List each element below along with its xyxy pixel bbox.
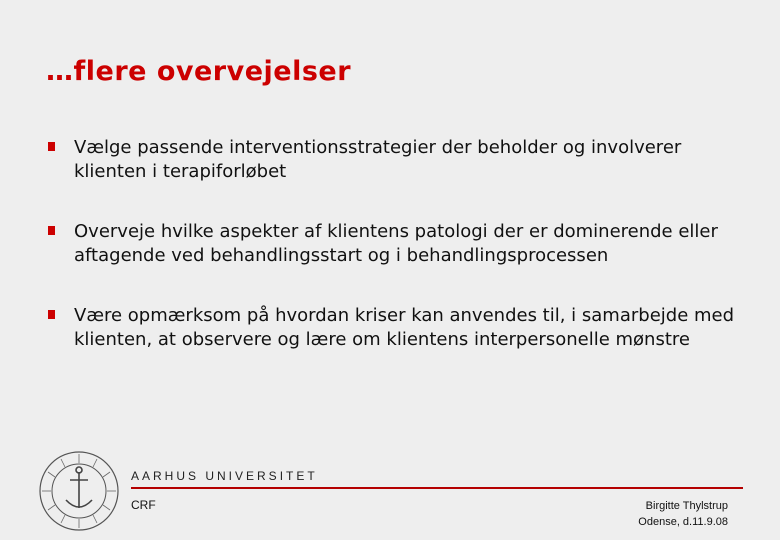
bullet-text: Overveje hvilke aspekter af klientens patologi der er dominerende eller aftagende ved behandlingsstart og i behandlingsprocessen (74, 221, 718, 266)
bullet-item (46, 220, 746, 268)
presentation-place-date: Odense, d.11.9.08 (638, 516, 728, 528)
bullet-text: Vælge passende interventionsstrategier der beholder og involverer klienten i terapiforløbet (74, 137, 682, 182)
university-seal-icon (38, 450, 120, 532)
footer-divider (131, 487, 743, 489)
bullet-square-icon (48, 310, 55, 319)
bullet-item (46, 304, 746, 352)
bullet-item (46, 136, 746, 184)
bullet-text: Være opmærksom på hvordan kriser kan anvendes til, i samarbejde med klienten, at observere og lære om klientens interpersonelle mønstre (74, 305, 735, 350)
bullet-square-icon (48, 226, 55, 235)
university-name: AARHUS UNIVERSITET (131, 469, 318, 483)
slide-footer (0, 440, 780, 540)
presenter-info (638, 498, 728, 530)
presenter-name: Birgitte Thylstrup (645, 500, 728, 512)
department-label: CRF (131, 498, 156, 512)
slide-title: …flere overvejelser (46, 56, 352, 87)
bullet-list (46, 136, 746, 388)
bullet-square-icon (48, 142, 55, 151)
